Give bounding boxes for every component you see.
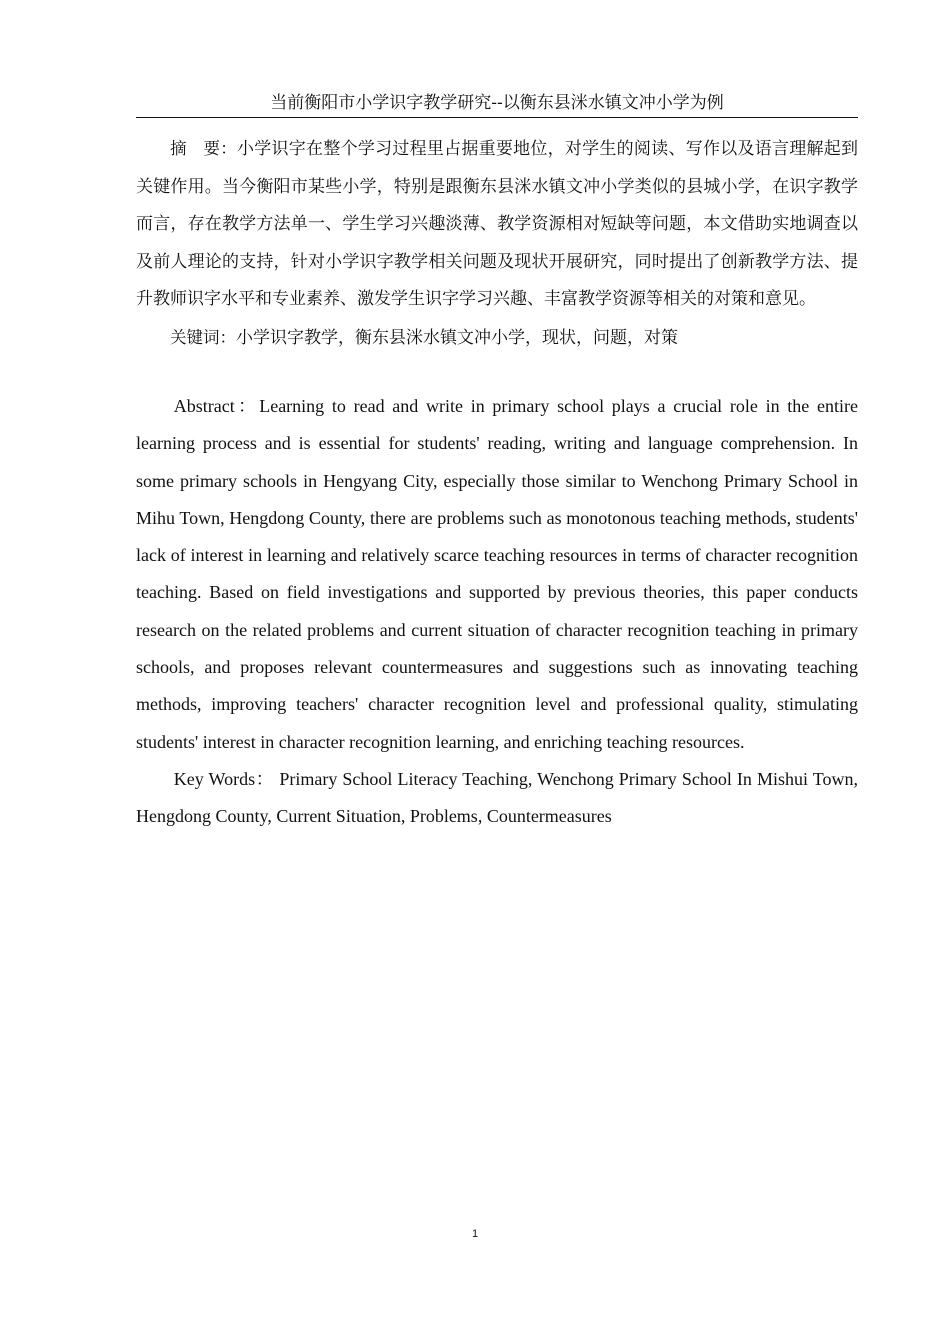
header-rule [136,117,858,118]
english-abstract-text: Learning to read and write in primary school plays a crucial role in the entire learning process and is essential for students' reading, writing and language comprehension. In some primary schools in Hengyang City, especially those similar to Wenchong Primary School in Mihu Town, Hengdong County, there are problems such as monotonous teaching methods, students' lack of interest in learning and relatively scarce teaching resources in terms of character recognition teaching. Based on field investigations and supported by previous theories, this paper conducts research on the related problems and current situation of character recognition teaching in primary schools, and proposes relevant countermeasures and suggestions such as innovating teaching methods, improving teachers' character recognition level and professional quality, stimulating students' interest in character recognition learning, and enriching teaching resources. [136,396,858,752]
chinese-abstract-label: 摘 要： [170,139,238,158]
english-abstract [136,388,858,761]
chinese-keywords-text: 小学识字教学，衡东县洣水镇文冲小学，现状，问题，对策 [236,327,678,348]
chinese-abstract-text: 小学识字在整个学习过程里占据重要地位，对学生的阅读、写作以及语言理解起到关键作用。当今衡阳市某些小学，特别是跟衡东县洣水镇文冲小学类似的县城小学，在识字教学而言，存在教学方法单一、学生学习兴趣淡薄、教学资源相对短缺等问题，本文借助实地调查以及前人理论的支持，针对小学识字教学相关问题及现状开展研究，同时提出了创新教学方法、提升教师识字水平和专业素养、激发学生识字学习兴趣、丰富教学资源等相关的对策和意见。 [136,139,859,309]
chinese-keywords [136,319,858,358]
english-abstract-block [136,388,858,836]
running-header: 当前衡阳市小学识字教学研究--以衡东县洣水镇文冲小学为例 [270,93,724,113]
english-abstract-label: Abstract： [173,396,260,416]
chinese-abstract [136,130,858,319]
english-keywords [136,761,858,836]
english-keywords-text: Primary School Literacy Teaching, Wenchong Primary School In Mishui Town, Hengdong County, Current Situation, Problems, Countermeasures [136,768,859,827]
chinese-keywords-label: 关键词： [170,327,236,347]
page-number: 1 [471,1228,479,1240]
abstract-content [136,130,858,836]
english-keywords-label: Key Words： [173,768,275,789]
